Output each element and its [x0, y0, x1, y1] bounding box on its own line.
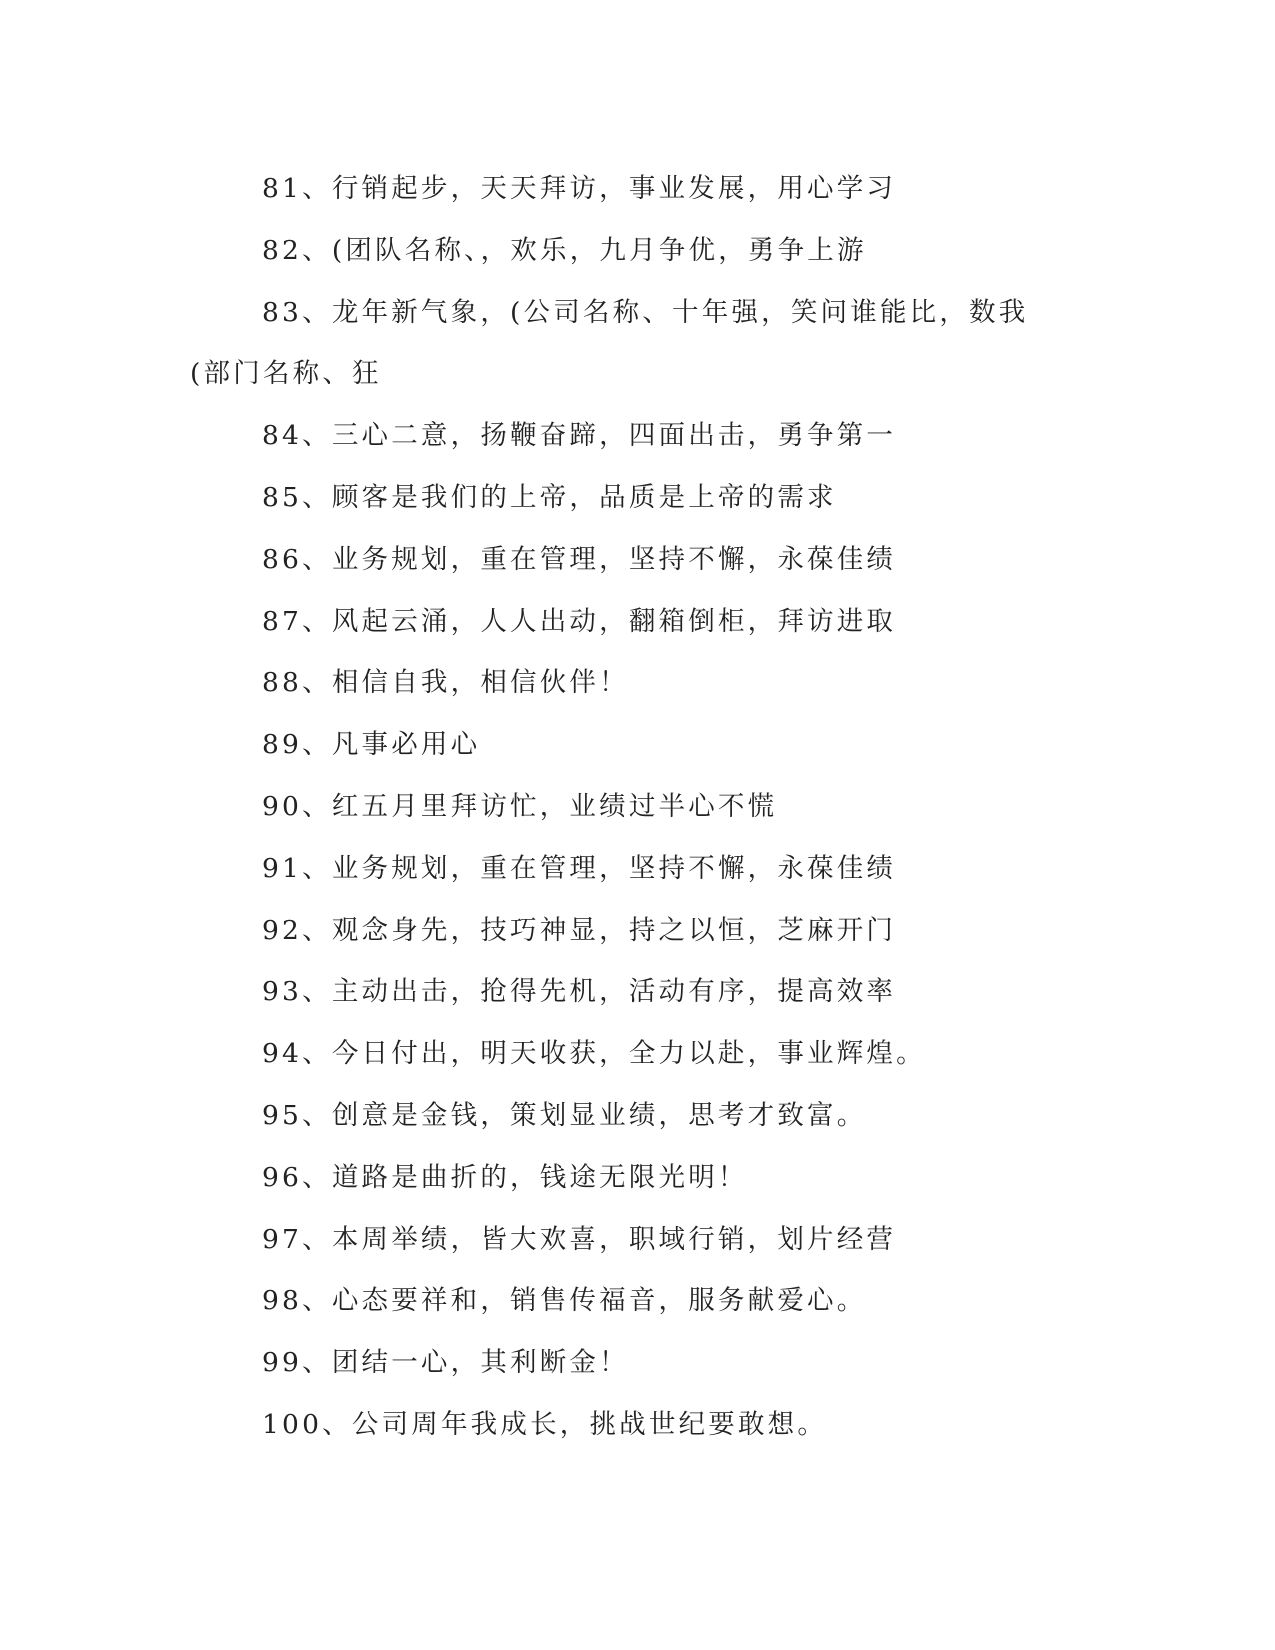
slogan-88: 88、相信自我，相信伙伴！ [262, 667, 629, 699]
slogan-89: 89、凡事必用心 [262, 729, 481, 761]
document-body [190, 158, 1070, 1456]
slogan-91: 91、业务规划，重在管理，坚持不懈，永葆佳绩 [262, 852, 897, 884]
slogan-87: 87、风起云涌，人人出动，翻箱倒柜，拜访进取 [262, 605, 897, 637]
slogan-84: 84、三心二意，扬鞭奋蹄，四面出击，勇争第一 [262, 420, 897, 452]
slogan-94: 94、今日付出，明天收获，全力以赴，事业辉煌。 [262, 1038, 926, 1070]
slogan-93: 93、主动出击，抢得先机，活动有序，提高效率 [262, 976, 897, 1008]
slogan-92: 92、观念身先，技巧神显，持之以恒，芝麻开门 [262, 914, 897, 946]
slogan-86: 86、业务规划，重在管理，坚持不懈，永葆佳绩 [262, 543, 897, 575]
slogan-90: 90、红五月里拜访忙，业绩过半心不慌 [262, 790, 778, 822]
slogan-83: 83、龙年新气象，(公司名称、十年强，笑问谁能比，数我(部门名称、狂 [190, 296, 1029, 390]
slogan-81: 81、行销起步，天天拜访，事业发展，用心学习 [262, 173, 897, 204]
slogan-100: 100、公司周年我成长，挑战世纪要敢想。 [262, 1408, 828, 1440]
slogan-95: 95、创意是金钱，策划显业绩，思考才致富。 [262, 1099, 867, 1131]
slogan-98: 98、心态要祥和，销售传福音，服务献爱心。 [262, 1285, 867, 1317]
slogan-85: 85、顾客是我们的上帝，品质是上帝的需求 [262, 481, 837, 513]
slogan-99: 99、团结一心，其利断金！ [262, 1347, 629, 1379]
slogan-97: 97、本周举绩，皆大欢喜，职域行销，划片经营 [262, 1223, 897, 1255]
slogan-82: 82、(团队名称、，欢乐，九月争优，勇争上游 [262, 234, 867, 266]
slogan-96: 96、道路是曲折的，钱途无限光明！ [262, 1161, 748, 1193]
